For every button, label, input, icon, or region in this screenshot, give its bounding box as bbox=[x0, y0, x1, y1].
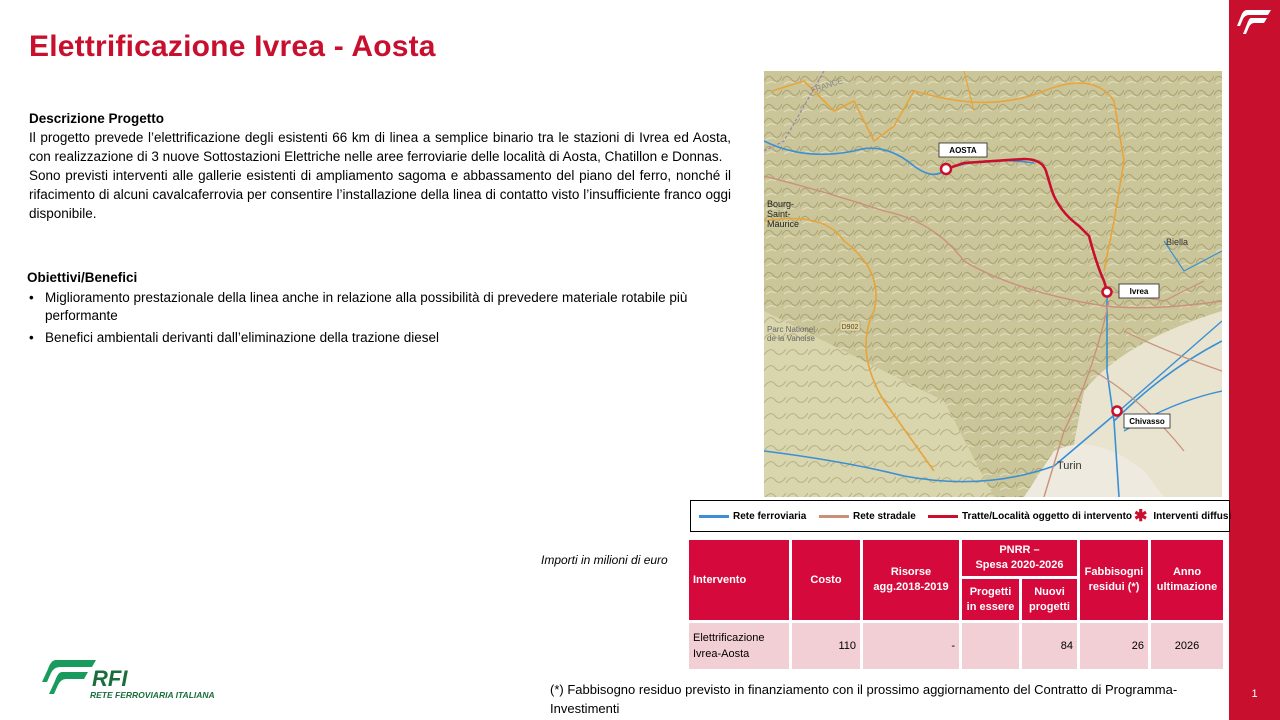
place-label: Biella bbox=[1166, 237, 1189, 247]
footnote: (*) Fabbisogno residuo previsto in finanziamento con il prossimo aggiornamento del Contratto di Programma-Investimenti bbox=[550, 682, 1178, 716]
header-pnrr bbox=[962, 540, 1077, 576]
fs-logo-icon bbox=[1237, 6, 1273, 36]
description-paragraph: Sono previsti interventi alle gallerie esistenti di ampliamento sagoma e abbassamento del piano del ferro, nonché il rifacimento di alcuni cavalcaferrovia per consentire l’installazione della linea di contatto visto l’insufficiente franco oggi disponibile. bbox=[29, 168, 731, 221]
rail-line-icon bbox=[699, 515, 729, 518]
cell-intervento: Elettrificazione Ivrea-Aosta bbox=[689, 623, 789, 669]
objectives-heading: Obiettivi/Benefici bbox=[27, 270, 138, 285]
station-label-ivrea: Ivrea bbox=[1129, 287, 1149, 296]
table-row bbox=[689, 623, 1223, 669]
list-item: • Miglioramento prestazionale della linea anche in relazione alla possibilità di prevedere materiale rotabile più performante bbox=[27, 289, 731, 325]
rfi-logo bbox=[42, 658, 232, 700]
cell-fabbisogni: 26 bbox=[1080, 623, 1148, 669]
country-label: FRANCE bbox=[809, 76, 844, 95]
rfi-subtitle: RETE FERROVIARIA ITALIANA bbox=[90, 690, 215, 700]
header-fabbisogni: Fabbisogni residui (*) bbox=[1080, 540, 1148, 620]
place-label: Turin bbox=[1057, 460, 1082, 472]
objectives-list bbox=[27, 289, 731, 347]
legend-road: Rete stradale bbox=[819, 511, 916, 522]
asterisk-icon: ✱ bbox=[1134, 507, 1148, 525]
rfi-brand: RFI bbox=[92, 666, 128, 691]
header-costo: Costo bbox=[792, 540, 860, 620]
page-number: 1 bbox=[1251, 688, 1258, 700]
header-risorse: Risorse agg.2018-2019 bbox=[863, 540, 959, 620]
map-graphic bbox=[764, 71, 1222, 497]
place-label: Maurice bbox=[767, 219, 800, 229]
road-label: D902 bbox=[841, 324, 859, 331]
cell-anno: 2026 bbox=[1151, 623, 1223, 669]
objectives-section bbox=[27, 269, 731, 351]
header-pnrr-line2: Spesa 2020-2026 bbox=[975, 559, 1064, 571]
header-intervento: Intervento bbox=[689, 540, 789, 620]
page-title: Elettrificazione Ivrea - Aosta bbox=[29, 30, 436, 63]
place-label: Bourg- bbox=[767, 199, 795, 209]
route-map bbox=[764, 71, 1222, 497]
cell-progetti-essere bbox=[962, 623, 1019, 669]
place-label: de la Vanoise bbox=[767, 334, 815, 343]
amounts-note: Importi in milioni di euro bbox=[541, 553, 668, 567]
station-label-aosta: AOSTA bbox=[949, 146, 977, 155]
description-heading: Descrizione Progetto bbox=[29, 111, 165, 126]
road-line-icon bbox=[819, 515, 849, 518]
cell-nuovi-progetti: 84 bbox=[1022, 623, 1077, 669]
header-pnrr-line1: PNRR – bbox=[999, 544, 1040, 556]
map-legend bbox=[690, 500, 1230, 532]
legend-intervention: Tratte/Località oggetto di intervento bbox=[928, 511, 1132, 522]
list-item: • Benefici ambientali derivanti dall’eliminazione della trazione diesel bbox=[27, 329, 731, 347]
cell-costo: 110 bbox=[792, 623, 860, 669]
investment-table bbox=[686, 537, 1226, 672]
legend-diffuse: ✱ Interventi diffusi bbox=[1134, 507, 1232, 525]
place-label: Parc Nationel bbox=[767, 325, 816, 334]
header-anno: Anno ultimazione bbox=[1151, 540, 1223, 620]
header-progetti-essere: Progetti in essere bbox=[962, 579, 1019, 620]
place-label: Saint- bbox=[767, 209, 791, 219]
intervention-line-icon bbox=[928, 515, 958, 518]
legend-rail: Rete ferroviaria bbox=[699, 511, 806, 522]
project-description bbox=[29, 109, 731, 223]
brand-sidebar bbox=[1229, 0, 1280, 720]
header-nuovi-progetti: Nuovi progetti bbox=[1022, 579, 1077, 620]
rfi-logo-icon bbox=[42, 658, 232, 700]
station-label-chivasso: Chivasso bbox=[1129, 417, 1165, 426]
cell-risorse: - bbox=[863, 623, 959, 669]
description-paragraph: Il progetto prevede l’elettrificazione degli esistenti 66 km di linea a semplice binario tra le stazioni di Ivrea ed Aosta, con realizzazione di 3 nuove Sottostazioni Elettriche nelle aree ferroviarie delle località di Aosta, Chatillon e Donnas. bbox=[29, 130, 731, 164]
